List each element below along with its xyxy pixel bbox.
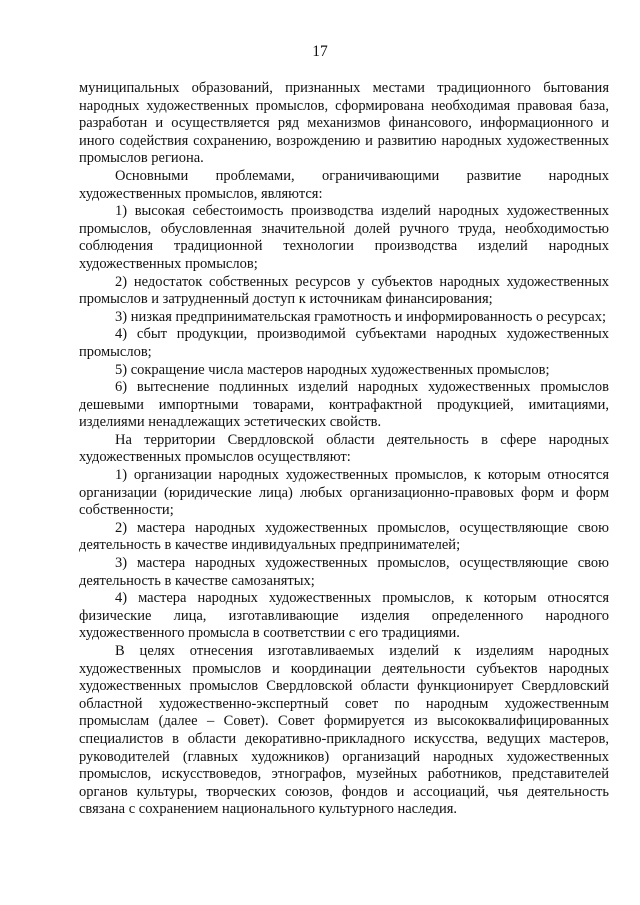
paragraph-actors-intro: На территории Свердловской области деятельность в сфере народных художественных промыслов осуществляют: (79, 431, 609, 466)
paragraph-expert-council: В целях отнесения изготавливаемых изделий к изделиям народных художественных промыслов и координации деятельности субъектов народных художественных промыслов Свердловской области функционирует Свердловский областной художественно-экспертный совет по народным художественным промыслам (далее – Совет). Совет формируется из высококвалифицированных специалистов в области декоративно-прикладного искусства, ведущих мастеров, руководителей (главных художников) организаций народных художественных промыслов, искусствоведов, этнографов, музейных работников, представителей органов культуры, творческих союзов, фондов и ассоциаций, чья деятельность связана с сохранением национального культурного наследия. (79, 643, 609, 818)
page-number: 17 (312, 43, 328, 60)
document-body (79, 80, 609, 819)
paragraph-main-problems: Основными проблемами, ограничивающими развитие народных художественных промыслов, являются: (79, 167, 609, 202)
list-item-actor-1: 1) организации народных художественных промыслов, к которым относятся организации (юридические лица) любых организационно-правовых форм и форм собственности; (79, 467, 609, 519)
list-item-problem-3: 3) низкая предпринимательская грамотность и информированность о ресурсах; (115, 308, 607, 325)
list-item-problem-4: 4) сбыт продукции, производимой субъектами народных художественных промыслов; (79, 326, 609, 360)
list-item-problem-1: 1) высокая себестоимость производства изделий народных художественных промыслов, обусловленная значительной долей ручного труда, необходимостью соблюдения традиционной технологии производства изделий народных художественных промыслов; (79, 203, 609, 272)
list-item-actor-4: 4) мастера народных художественных промыслов, к которым относятся физические лица, изготавливающие изделия определенного народного художественного промысла в соответствии с его традициями. (79, 590, 609, 642)
list-item-problem-2: 2) недостаток собственных ресурсов у субъектов народных художественных промыслов и затрудненный доступ к источникам финансирования; (79, 273, 609, 308)
list-item-problem-6: 6) вытеснение подлинных изделий народных художественных промыслов дешевыми импортными товарами, контрафактной продукцией, имитациями, изделиями ненадлежащих эстетических свойств. (79, 379, 609, 431)
list-item-actor-2: 2) мастера народных художественных промыслов, осуществляющие свою деятельность в качестве индивидуальных предпринимателей; (79, 519, 609, 554)
list-item-problem-5: 5) сокращение числа мастеров народных художественных промыслов; (115, 361, 550, 378)
list-item-actor-3: 3) мастера народных художественных промыслов, осуществляющие свою деятельность в качестве самозанятых; (79, 555, 609, 589)
paragraph-legal-base: муниципальных образований, признанных местами традиционного бытования народных художественных промыслов, сформирована необходимая правовая база, разработан и осуществляется ряд механизмов финансового, информационного и иного содействия сохранению, возрождению и развитию народных художественных промыслов региона. (79, 80, 609, 167)
